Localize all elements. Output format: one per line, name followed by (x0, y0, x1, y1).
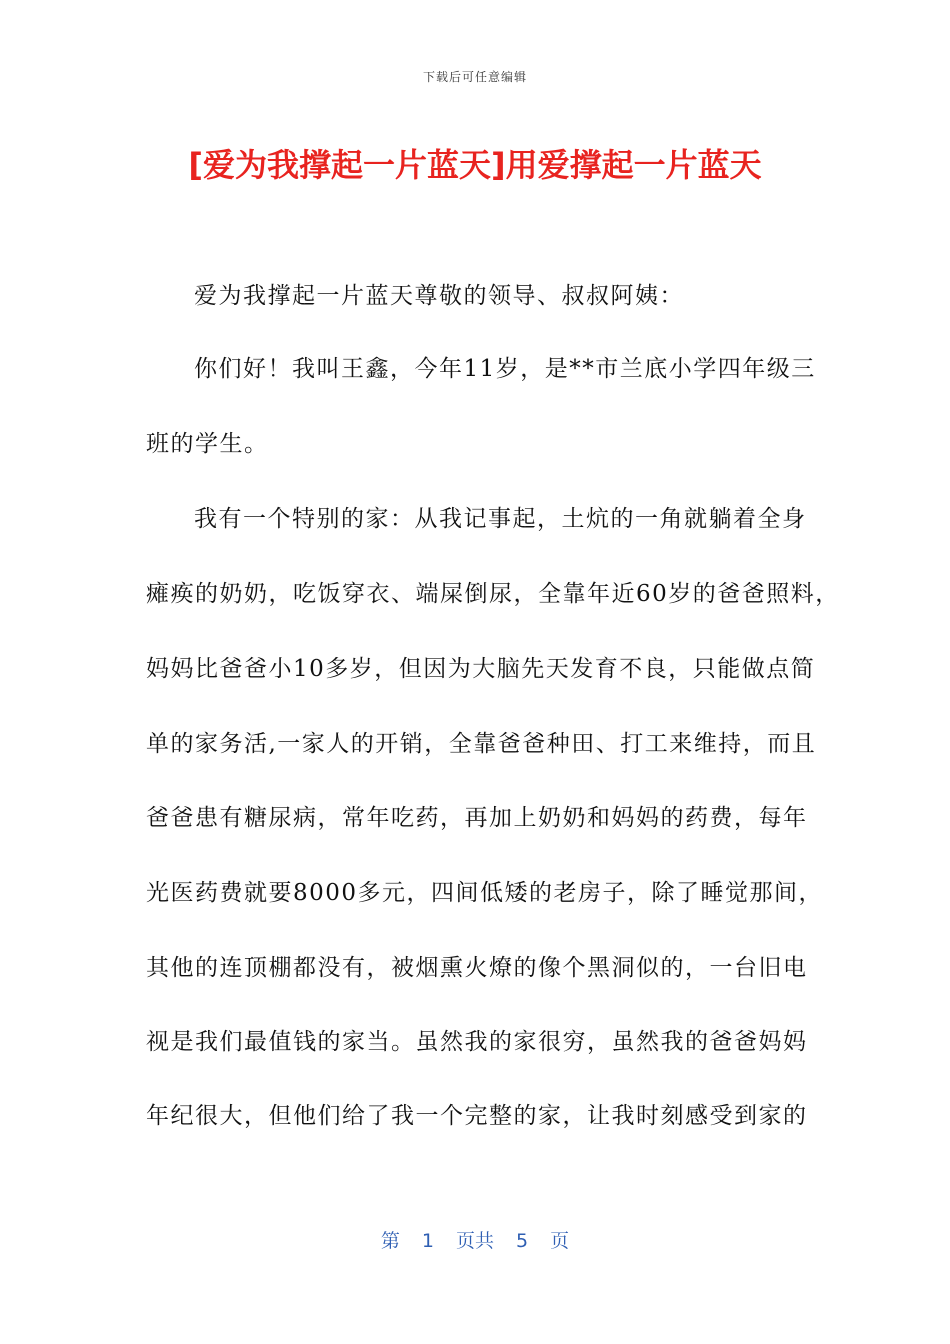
paragraph-line: 爱为我撑起一片蓝天尊敬的领导、叔叔阿姨： (194, 283, 684, 309)
paragraph-line: 我有一个特别的家：从我记事起，土炕的一角就躺着全身 (194, 506, 807, 532)
paragraph-line: 班的学生。 (146, 431, 269, 457)
current-page-number: 1 (421, 1230, 434, 1252)
header-note: 下载后可任意编辑 (422, 70, 527, 84)
paragraph-line: 单的家务活,一家人的开销，全靠爸爸种田、打工来维持，而且 (146, 731, 817, 757)
paragraph-line: 光医药费就要8000多元，四间低矮的老房子，除了睡觉那间， (146, 880, 824, 906)
page-label-mid: 页共 (455, 1230, 494, 1252)
page-label-prefix: 第 (380, 1230, 400, 1252)
page-footer (0, 1226, 950, 1253)
paragraph-line: 瘫痪的奶奶，吃饭穿衣、端屎倒尿，全靠年近60岁的爸爸照料， (146, 581, 840, 607)
total-pages-number: 5 (516, 1230, 529, 1252)
paragraph-line: 其他的连顶棚都没有，被烟熏火燎的像个黑洞似的，一台旧电 (146, 955, 808, 981)
paragraph-line: 你们好！我叫王鑫，今年11岁，是**市兰底小学四年级三 (194, 356, 816, 382)
document-title: [爱为我撑起一片蓝天]用爱撑起一片蓝天 (188, 146, 762, 184)
paragraph-line: 爸爸患有糖尿病，常年吃药，再加上奶奶和妈妈的药费，每年 (146, 805, 808, 831)
paragraph-line: 视是我们最值钱的家当。虽然我的家很穷，虽然我的爸爸妈妈 (146, 1029, 808, 1055)
page-label-suffix: 页 (550, 1230, 570, 1252)
paragraph-line: 年纪很大，但他们给了我一个完整的家，让我时刻感受到家的 (146, 1103, 808, 1129)
paragraph-line: 妈妈比爸爸小10多岁，但因为大脑先天发育不良，只能做点简 (146, 656, 816, 682)
